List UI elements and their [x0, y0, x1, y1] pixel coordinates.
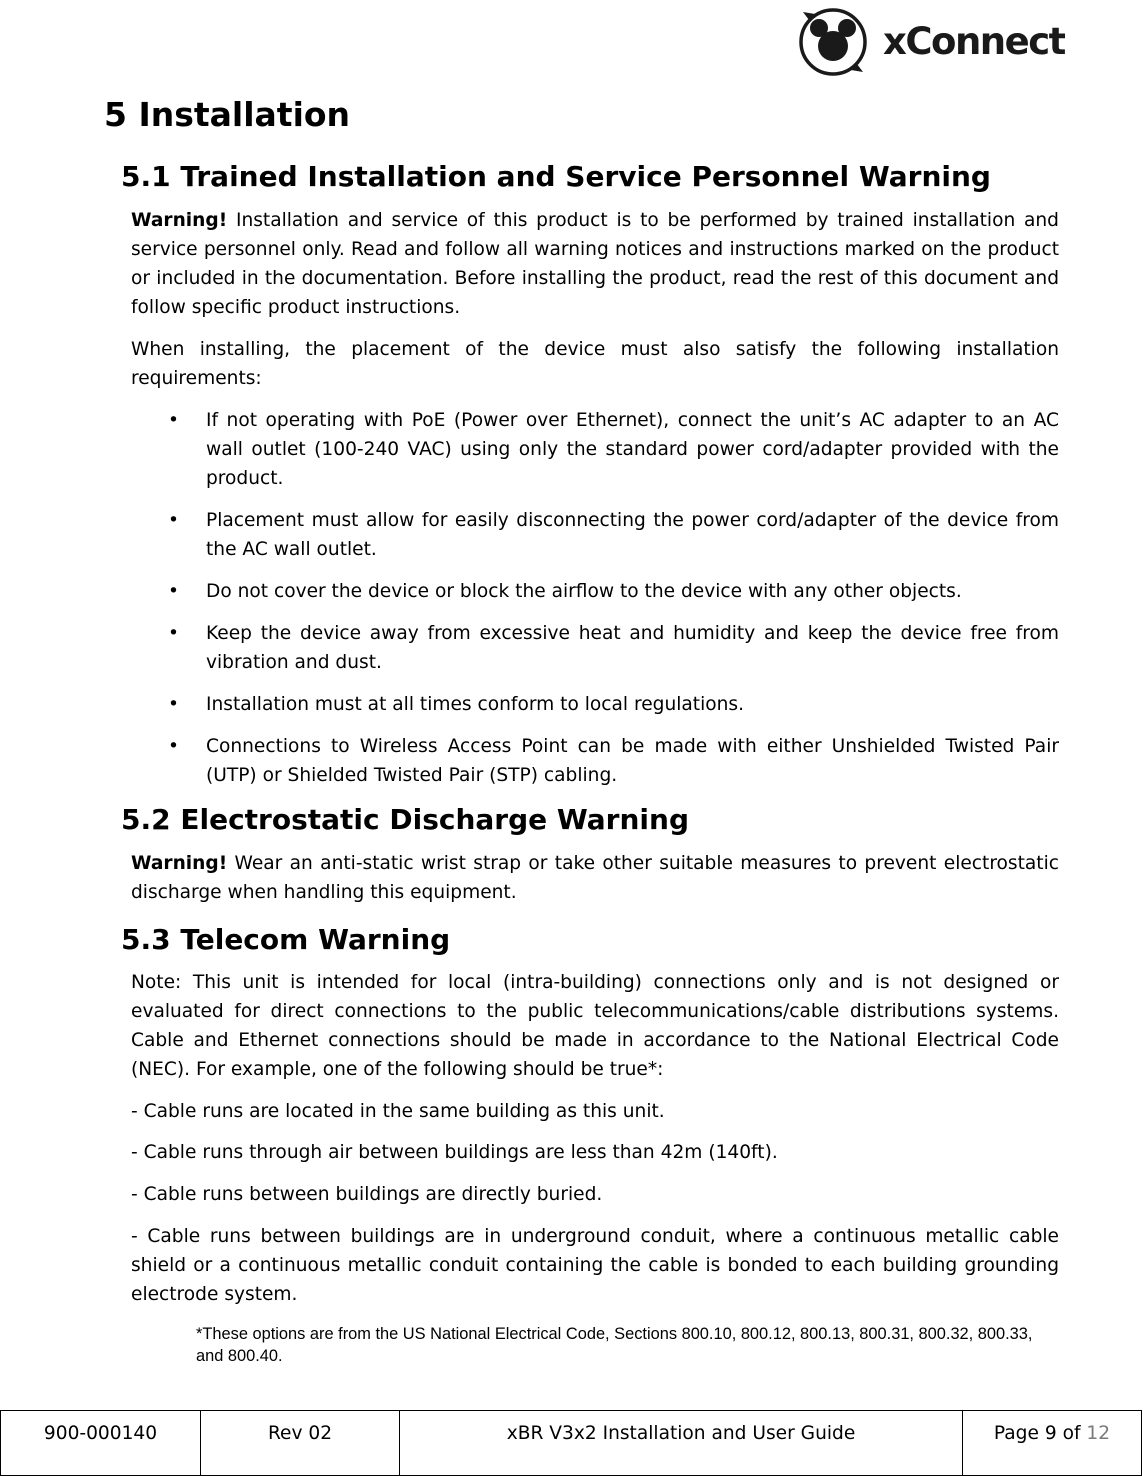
telecom-item: - Cable runs between buildings are directly buried. [131, 1184, 603, 1205]
bullet-icon: • [168, 410, 179, 431]
bullet-icon: • [168, 736, 179, 757]
footnote: *These options are from the US National Electrical Code, Sections 800.10, 800.12, 800.13, 800.31, 800.32, 800.33, and 800.40. [196, 1325, 1033, 1365]
section-5-1-warning [131, 206, 1059, 322]
bullet-icon: • [168, 510, 179, 531]
warning-text: Installation and service of this product is to be performed by trained installation and service personnel only. Read and follow all warning notices and instructions marked on the product or included in the documentation. Before installing the product, read the rest of this document and follow specific product instructions. [131, 210, 1059, 318]
mouse-ears-logo-icon [795, 2, 1065, 78]
section-5-2-warning [131, 849, 1059, 907]
requirements-intro: When installing, the placement of the device must also satisfy the following installation requirements: [131, 339, 1059, 389]
footer-doc-number: 900-000140 [1, 1411, 201, 1476]
bullet-icon: • [168, 694, 179, 715]
list-item: • Installation must at all times conform to local regulations. [168, 690, 1059, 719]
bullet-icon: • [168, 581, 179, 602]
xconnect-logo [795, 2, 1065, 78]
list-item: • Do not cover the device or block the airflow to the device with any other objects. [168, 577, 1059, 606]
section-title: 5 Installation [104, 95, 351, 134]
list-item: • If not operating with PoE (Power over Ethernet), connect the unit’s AC adapter to an AC wall outlet (100-240 VAC) using only the standard power cord/adapter provided with the product. [168, 406, 1059, 493]
warning-label: Warning! [131, 210, 228, 231]
telecom-item: - Cable runs through air between buildings are less than 42m (140ft). [131, 1142, 778, 1163]
list-item: • Placement must allow for easily disconnecting the power cord/adapter of the device from the AC wall outlet. [168, 506, 1059, 564]
list-item: • Connections to Wireless Access Point can be made with either Unshielded Twisted Pair (UTP) or Shielded Twisted Pair (STP) cabling. [168, 732, 1059, 790]
footer-doc-title: xBR V3x2 Installation and User Guide [400, 1411, 963, 1476]
section-5-1-title: 5.1 Trained Installation and Service Personnel Warning [121, 160, 991, 193]
page-footer [0, 1410, 1142, 1476]
section-5-2-title: 5.2 Electrostatic Discharge Warning [121, 803, 689, 836]
footer-page-number: Page 9 of 12 [963, 1411, 1142, 1476]
logo-wordmark: xConnect [883, 20, 1065, 63]
telecom-item: - Cable runs are located in the same building as this unit. [131, 1101, 665, 1122]
bullet-icon: • [168, 623, 179, 644]
requirements-list [168, 406, 1059, 790]
footer-revision: Rev 02 [201, 1411, 400, 1476]
telecom-note: Note: This unit is intended for local (intra-building) connections only and is not designed or evaluated for direct connections to the public telecommunications/cable distributions systems. Cable and Ethernet connections should be made in accordance to the National Electrical Code (NEC). For example, one of the following should be true*: [131, 972, 1059, 1080]
warning-text: Wear an anti-static wrist strap or take other suitable measures to prevent electrostatic discharge when handling this equipment. [131, 853, 1059, 903]
list-item: • Keep the device away from excessive heat and humidity and keep the device free from vibration and dust. [168, 619, 1059, 677]
telecom-item: - Cable runs between buildings are in underground conduit, where a continuous metallic cable shield or a continuous metallic conduit containing the cable is bonded to each building grounding electrode system. [131, 1226, 1059, 1305]
section-5-3-title: 5.3 Telecom Warning [121, 923, 451, 956]
warning-label: Warning! [131, 853, 228, 874]
